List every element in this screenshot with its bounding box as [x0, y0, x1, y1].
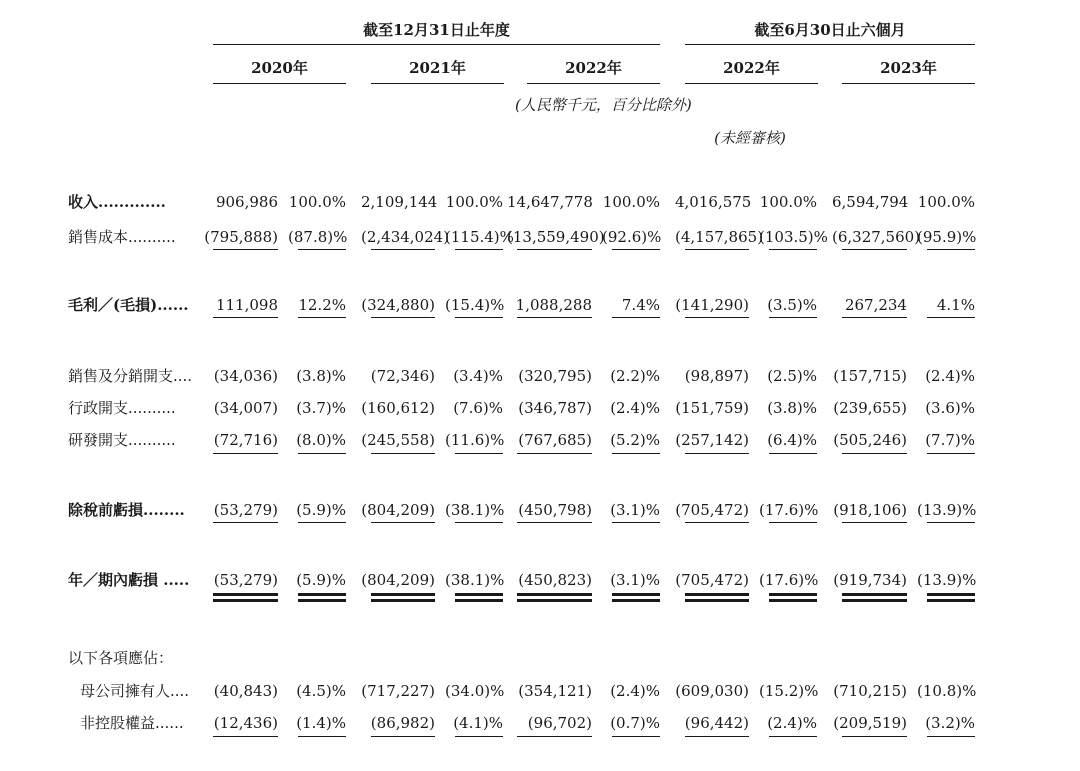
- cell-underline: [927, 599, 975, 602]
- year-header-2022: 2022年: [565, 59, 622, 77]
- cell-underline: [371, 736, 435, 737]
- cell-underline: [842, 593, 907, 596]
- cell-underline: [927, 249, 975, 250]
- table-cell: (3.2)%: [925, 714, 975, 732]
- table-cell: 7.4%: [621, 296, 660, 314]
- cell-underline: [927, 453, 975, 454]
- table-cell: (11.6)%: [445, 431, 505, 449]
- cell-underline: [455, 249, 503, 250]
- cell-underline: [517, 522, 592, 523]
- table-cell: (12,436): [213, 714, 278, 732]
- table-cell: (324,880): [361, 296, 435, 314]
- table-cell: (245,558): [361, 431, 435, 449]
- table-cell: (141,290): [675, 296, 749, 314]
- table-cell: (2,434,024): [361, 228, 450, 246]
- table-cell: (354,121): [518, 682, 592, 700]
- table-cell: (717,227): [361, 682, 435, 700]
- table-cell: (34,007): [213, 399, 278, 417]
- cell-underline: [213, 736, 278, 737]
- table-cell: (5.9)%: [296, 501, 346, 519]
- year-rule: [842, 83, 975, 84]
- table-cell: (10.8)%: [917, 682, 977, 700]
- table-cell: (1.4)%: [296, 714, 346, 732]
- cell-underline: [685, 249, 749, 250]
- cell-underline: [298, 736, 346, 737]
- table-cell: (98,897): [684, 367, 749, 385]
- table-cell: (3.4)%: [453, 367, 503, 385]
- cell-underline: [517, 249, 592, 250]
- table-cell: 2,109,144: [361, 193, 438, 211]
- table-cell: (8.0)%: [296, 431, 346, 449]
- table-cell: 4.1%: [936, 296, 975, 314]
- table-cell: (239,655): [833, 399, 907, 417]
- row-label-rnd-expenses: 研發開支..........: [68, 431, 176, 449]
- table-cell: (710,215): [833, 682, 907, 700]
- table-cell: (72,716): [213, 431, 278, 449]
- cell-underline: [769, 599, 817, 602]
- cell-underline: [769, 593, 817, 596]
- cell-underline: [612, 593, 660, 596]
- table-cell: (7.6)%: [453, 399, 503, 417]
- table-cell: (13,559,490): [507, 228, 605, 246]
- table-cell: (151,759): [675, 399, 749, 417]
- cell-underline: [769, 453, 817, 454]
- table-cell: (38.1)%: [445, 571, 505, 589]
- table-cell: (450,798): [518, 501, 592, 519]
- cell-underline: [371, 317, 435, 318]
- table-cell: (705,472): [675, 571, 749, 589]
- cell-underline: [298, 249, 346, 250]
- year-header-2022-interim: 2022年: [723, 59, 780, 77]
- table-cell: (5.9)%: [296, 571, 346, 589]
- table-cell: (92.6)%: [602, 228, 662, 246]
- cell-underline: [517, 599, 592, 602]
- table-cell: (2.4)%: [767, 714, 817, 732]
- table-cell: (103.5)%: [759, 228, 828, 246]
- header-group-interim: 截至6月30日止六個月: [754, 21, 906, 39]
- table-cell: (346,787): [518, 399, 592, 417]
- table-cell: (3.1)%: [610, 571, 660, 589]
- table-cell: (2.4)%: [610, 682, 660, 700]
- table-cell: (87.8)%: [288, 228, 348, 246]
- cell-underline: [685, 317, 749, 318]
- cell-underline: [298, 522, 346, 523]
- table-cell: (17.6)%: [759, 501, 819, 519]
- cell-underline: [371, 249, 435, 250]
- year-header-2020: 2020年: [251, 59, 308, 77]
- table-cell: (3.7)%: [296, 399, 346, 417]
- table-cell: (86,982): [370, 714, 435, 732]
- table-cell: (96,702): [527, 714, 592, 732]
- table-cell: (95.9)%: [917, 228, 977, 246]
- table-cell: (5.2)%: [610, 431, 660, 449]
- cell-underline: [842, 249, 907, 250]
- cell-underline: [371, 453, 435, 454]
- table-cell: 12.2%: [298, 296, 346, 314]
- year-rule: [685, 83, 818, 84]
- table-cell: (767,685): [518, 431, 592, 449]
- cell-underline: [612, 736, 660, 737]
- table-cell: (3.6)%: [925, 399, 975, 417]
- table-cell: 100.0%: [759, 193, 817, 211]
- table-cell: 1,088,288: [515, 296, 592, 314]
- cell-underline: [298, 593, 346, 596]
- table-cell: (919,734): [833, 571, 907, 589]
- table-cell: (6.4)%: [767, 431, 817, 449]
- attrib-heading: 以下各項應佔：: [68, 649, 174, 667]
- table-cell: (34.0)%: [445, 682, 505, 700]
- year-header-2023-interim: 2023年: [880, 59, 937, 77]
- cell-underline: [455, 522, 503, 523]
- table-cell: (4,157,865): [675, 228, 764, 246]
- cell-underline: [455, 317, 503, 318]
- header-group-interim-rule: [685, 44, 975, 45]
- cell-underline: [213, 249, 278, 250]
- table-cell: (15.4)%: [445, 296, 505, 314]
- cell-underline: [455, 736, 503, 737]
- cell-underline: [612, 599, 660, 602]
- row-label-admin-expenses: 行政開支..........: [68, 399, 176, 417]
- cell-underline: [685, 593, 749, 596]
- cell-underline: [685, 522, 749, 523]
- table-cell: (2.4)%: [925, 367, 975, 385]
- cell-underline: [685, 736, 749, 737]
- row-label-loss-before-tax: 除稅前虧損........: [68, 501, 185, 519]
- table-cell: (320,795): [518, 367, 592, 385]
- cell-underline: [213, 453, 278, 454]
- cell-underline: [612, 317, 660, 318]
- table-cell: 906,986: [215, 193, 278, 211]
- table-cell: (6,327,560): [832, 228, 921, 246]
- table-cell: (804,209): [361, 571, 435, 589]
- cell-underline: [685, 453, 749, 454]
- table-cell: (7.7)%: [925, 431, 975, 449]
- table-cell: (3.1)%: [610, 501, 660, 519]
- cell-underline: [612, 249, 660, 250]
- table-cell: (3.5)%: [767, 296, 817, 314]
- cell-underline: [455, 599, 503, 602]
- table-cell: 6,594,794: [832, 193, 909, 211]
- table-cell: 100.0%: [602, 193, 660, 211]
- cell-underline: [298, 453, 346, 454]
- cell-underline: [612, 453, 660, 454]
- cell-underline: [298, 599, 346, 602]
- table-cell: (17.6)%: [759, 571, 819, 589]
- cell-underline: [927, 317, 975, 318]
- header-group-annual-rule: [213, 44, 660, 45]
- table-cell: (13.9)%: [917, 501, 977, 519]
- table-cell: (53,279): [213, 501, 278, 519]
- table-cell: (0.7)%: [610, 714, 660, 732]
- table-cell: (13.9)%: [917, 571, 977, 589]
- table-cell: (53,279): [213, 571, 278, 589]
- table-cell: (257,142): [675, 431, 749, 449]
- table-cell: (450,823): [518, 571, 592, 589]
- cell-underline: [371, 599, 435, 602]
- table-cell: (4.1)%: [453, 714, 503, 732]
- cell-underline: [842, 599, 907, 602]
- table-cell: (3.8)%: [767, 399, 817, 417]
- table-cell: (3.8)%: [296, 367, 346, 385]
- cell-underline: [517, 736, 592, 737]
- cell-underline: [455, 453, 503, 454]
- cell-underline: [769, 317, 817, 318]
- row-label-loss-for-period: 年／期內虧損 .....: [68, 571, 190, 589]
- table-cell: (209,519): [833, 714, 907, 732]
- cell-underline: [769, 736, 817, 737]
- table-cell: 100.0%: [445, 193, 503, 211]
- table-cell: 100.0%: [288, 193, 346, 211]
- row-label-non-controlling: 非控股權益......: [80, 714, 184, 732]
- cell-underline: [842, 522, 907, 523]
- cell-underline: [769, 522, 817, 523]
- table-cell: 100.0%: [917, 193, 975, 211]
- cell-underline: [213, 522, 278, 523]
- cell-underline: [612, 522, 660, 523]
- table-cell: (4.5)%: [296, 682, 346, 700]
- year-rule: [371, 83, 504, 84]
- cell-underline: [298, 317, 346, 318]
- table-cell: (2.2)%: [610, 367, 660, 385]
- table-cell: (115.4)%: [445, 228, 514, 246]
- table-cell: (38.1)%: [445, 501, 505, 519]
- cell-underline: [769, 249, 817, 250]
- table-cell: (918,106): [833, 501, 907, 519]
- header-group-annual: 截至12月31日止年度: [363, 21, 510, 39]
- table-cell: (609,030): [675, 682, 749, 700]
- row-label-gross-profit: 毛利／(毛損)......: [68, 296, 189, 314]
- cell-underline: [685, 599, 749, 602]
- table-cell: (795,888): [204, 228, 278, 246]
- table-cell: (2.4)%: [610, 399, 660, 417]
- row-label-owners-of-parent: 母公司擁有人....: [80, 682, 190, 700]
- table-cell: (15.2)%: [759, 682, 819, 700]
- year-header-2021: 2021年: [409, 59, 466, 77]
- table-cell: (804,209): [361, 501, 435, 519]
- cell-underline: [927, 522, 975, 523]
- cell-underline: [455, 593, 503, 596]
- table-cell: 111,098: [215, 296, 278, 314]
- cell-underline: [842, 317, 907, 318]
- year-rule: [527, 83, 660, 84]
- cell-underline: [927, 736, 975, 737]
- row-label-cost-of-sales: 銷售成本..........: [68, 228, 176, 246]
- table-cell: (160,612): [361, 399, 435, 417]
- table-cell: (2.5)%: [767, 367, 817, 385]
- cell-underline: [842, 453, 907, 454]
- table-cell: (505,246): [833, 431, 907, 449]
- cell-underline: [517, 317, 592, 318]
- table-cell: 267,234: [844, 296, 907, 314]
- cell-underline: [213, 317, 278, 318]
- cell-underline: [842, 736, 907, 737]
- table-cell: (40,843): [213, 682, 278, 700]
- table-cell: (705,472): [675, 501, 749, 519]
- cell-underline: [213, 599, 278, 602]
- table-cell: (72,346): [370, 367, 435, 385]
- row-label-selling-expenses: 銷售及分銷開支....: [68, 367, 193, 385]
- cell-underline: [371, 593, 435, 596]
- row-label-revenue: 收入.............: [68, 193, 166, 211]
- table-cell: (96,442): [684, 714, 749, 732]
- currency-note: (人民幣千元，百分比除外): [515, 96, 692, 114]
- table-cell: 4,016,575: [675, 193, 752, 211]
- table-cell: (34,036): [213, 367, 278, 385]
- table-cell: 14,647,778: [507, 193, 593, 211]
- cell-underline: [213, 593, 278, 596]
- cell-underline: [517, 453, 592, 454]
- cell-underline: [927, 593, 975, 596]
- cell-underline: [371, 522, 435, 523]
- cell-underline: [517, 593, 592, 596]
- year-rule: [213, 83, 346, 84]
- table-cell: (157,715): [833, 367, 907, 385]
- unaudited-note: (未經審核): [714, 129, 786, 147]
